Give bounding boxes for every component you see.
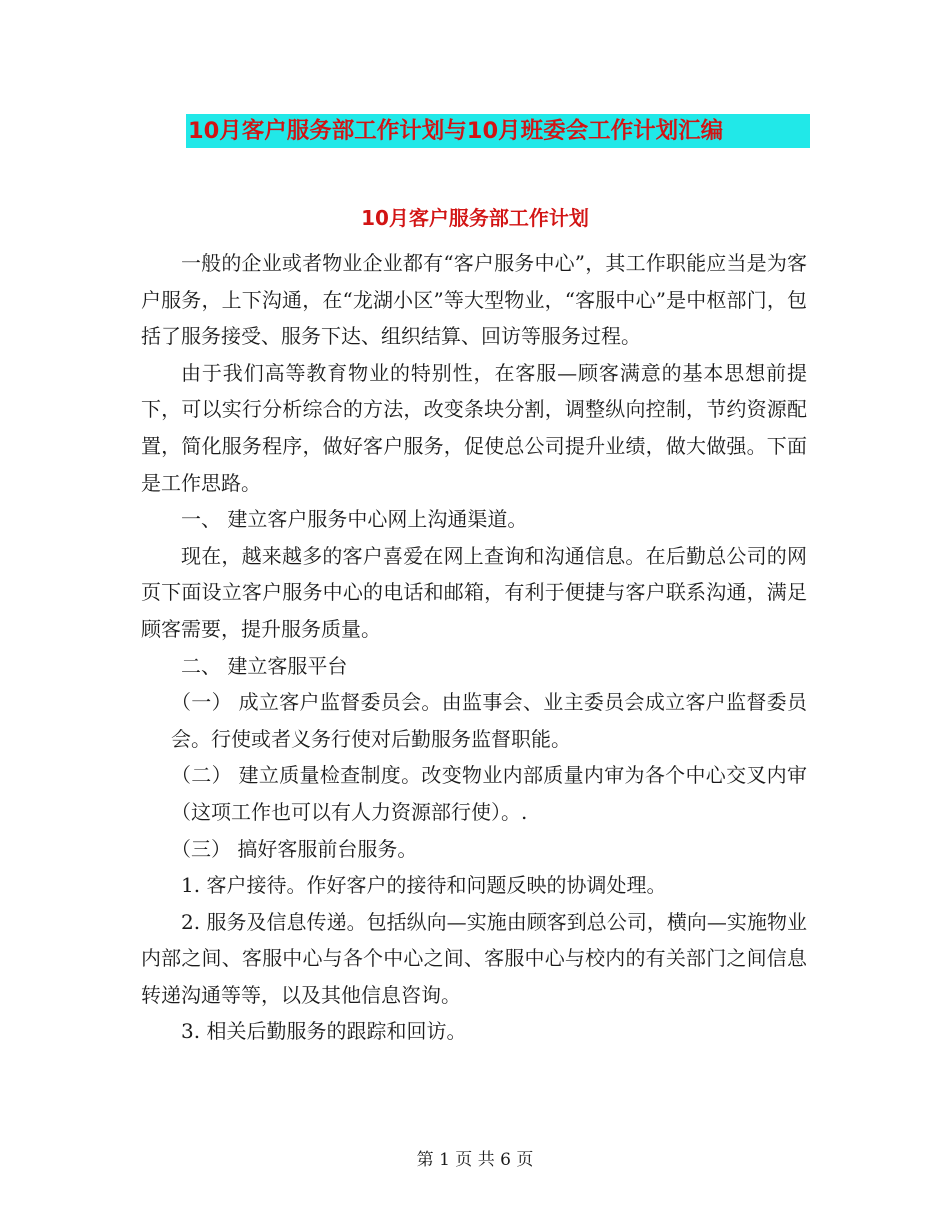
page-footer: 第 1 页 共 6 页 — [416, 1150, 534, 1170]
paragraph-subitem-1: （一） 成立客户监督委员会。由监事会、业主委员会成立客户监督委员会。行使或者义务行使对后勤服务监督职能。 — [171, 690, 807, 751]
list-item-information: 2. 服务及信息传递。包括纵向—实施由顾客到总公司，横向—实施物业内部之间、客服中心与各个中心之间、客服中心与校内的有关部门之间信息转递沟通等等，以及其他信息咨询。 — [141, 909, 807, 1007]
list-item-followup: 3. 相关后勤服务的跟踪和回访。 — [181, 1019, 467, 1044]
document-body — [141, 245, 807, 1050]
list-item-reception: 1. 客户接待。作好客户的接待和问题反映的协调处理。 — [181, 873, 667, 898]
heading-item-1: 一、 建立客户服务中心网上沟通渠道。 — [181, 507, 528, 532]
paragraph-online-channel: 现在，越来越多的客户喜爱在网上查询和沟通信息。在后勤总公司的网页下面设立客户服务中心的电话和邮箱，有利于便捷与客户联系沟通，满足顾客需要，提升服务质量。 — [141, 543, 807, 641]
document-title: 10月客户服务部工作计划与10月班委会工作计划汇编 — [186, 114, 810, 148]
paragraph-subitem-3: （三） 搞好客服前台服务。 — [171, 836, 418, 861]
paragraph-subitem-2: （二） 建立质量检查制度。改变物业内部质量内审为各个中心交叉内审（这项工作也可以有人力资源部行使）。. — [171, 763, 807, 824]
paragraph-intro: 一般的企业或者物业企业都有“客户服务中心”，其工作职能应当是为客户服务，上下沟通，在“龙湖小区”等大型物业，“客服中心”是中枢部门，包括了服务接受、服务下达、组织结算、回访等服务过程。 — [141, 251, 807, 349]
paragraph-approach: 由于我们高等教育物业的特别性，在客服—顾客满意的基本思想前提下，可以实行分析综合的方法，改变条块分割，调整纵向控制，节约资源配置，简化服务程序，做好客户服务，促使总公司提升业绩，做大做强。下面是工作思路。 — [141, 360, 807, 495]
heading-item-2: 二、 建立客服平台 — [181, 653, 348, 678]
section-title: 10月客户服务部工作计划 — [361, 206, 589, 230]
